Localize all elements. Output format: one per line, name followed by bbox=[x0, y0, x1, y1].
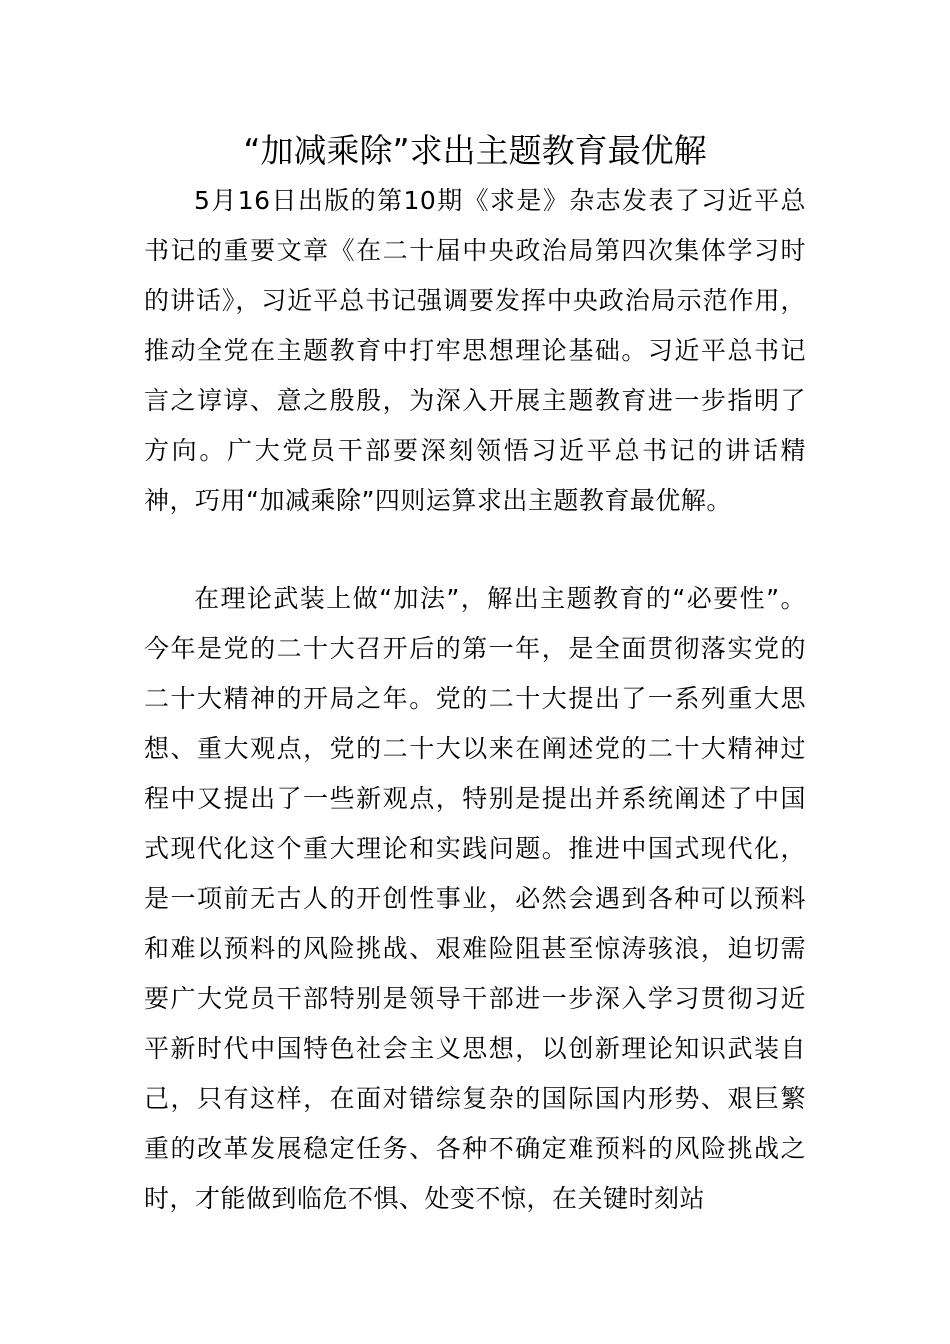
document-title: “加减乘除”求出主题教育最优解 bbox=[243, 131, 707, 170]
body-paragraph-2: 在理论武装上做“加法”，解出主题教育的“必要性”。今年是党的二十大召开后的第一年，是全面贯彻落实党的二十大精神的开局之年。党的二十大提出了一系列重大思想、重大观点，党的二十大以来在阐述党的二十大精神过程中又提出了一些新观点，特别是提出并系统阐述了中国式现代化这个重大理论和实践问题。推进中国式现代化，是一项前无古人的开创性事业，必然会遇到各种可以预料和难以预料的风险挑战、艰难险阻甚至惊涛骇浪，迫切需要广大党员干部特别是领导干部进一步深入学习贯彻习近平新时代中国特色社会主义思想，以创新理论知识武装自己，只有这样，在面对错综复杂的国际国内形势、艰巨繁重的改革发展稳定任务、各种不确定难预料的风险挑战之时，才能做到临危不惧、处变不惊，在关键时刻站 bbox=[144, 584, 806, 1213]
body-paragraph-1: 5月16日出版的第10期《求是》杂志发表了习近平总书记的重要文章《在二十届中央政治局第四次集体学习时的讲话》，习近平总书记强调要发挥中央政治局示范作用，推动全党在主题教育中打牢思想理论基础。习近平总书记言之谆谆、意之殷殷，为深入开展主题教育进一步指明了方向。广大党员干部要深刻领悟习近平总书记的讲话精神，巧用“加减乘除”四则运算求出主题教育最优解。 bbox=[144, 186, 806, 515]
